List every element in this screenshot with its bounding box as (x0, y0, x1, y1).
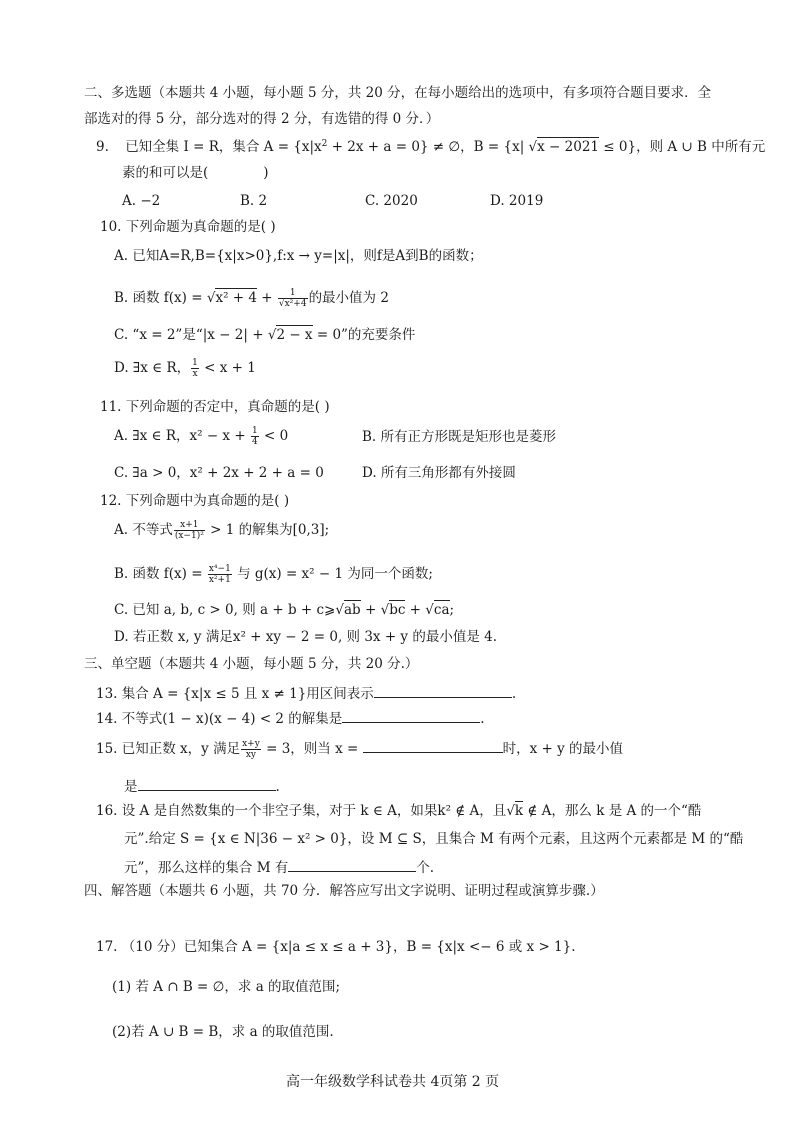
q10-option-c: C. “x = 2”是“|x − 2| + √2 − x = 0”的充要条件 (114, 327, 416, 343)
q10-d-fraction (191, 358, 199, 379)
section3-header: 三、单空题（本题共 4 小题，每小题 5 分，共 20 分.） (84, 656, 419, 672)
q9-stem-line2-text: 素的和可以是( (122, 165, 209, 181)
q12-c-text: C. 已知 a, b, c > 0, 则 a + b + c⩾ (114, 602, 336, 618)
q15-min-blank[interactable] (138, 776, 276, 791)
q11-a-text: A. ∃x ∈ R，x² − x + (114, 428, 250, 444)
section2-header-line1: 二、多选题（本题共 4 小题，每小题 5 分，共 20 分，在每小题给出的选项中，有多项符合题目要求．全 (84, 85, 712, 101)
q10-d-text: D. ∃x ∈ R， (114, 360, 191, 376)
q12-c-plus2: + (405, 602, 426, 618)
q16-line1-text: 16. 设 A 是自然数集的一个非空子集，对于 k ∈ A，如果k² ∉ A，且 (96, 803, 507, 819)
q10-b-frac-num: 1 (278, 288, 308, 299)
q12-b-frac-den: x²+1 (208, 575, 231, 585)
q12-b-text: B. 函数 f(x) = (114, 566, 207, 582)
q14-end: . (480, 711, 485, 727)
q14-text: 14. 不等式(1 − x)(x − 4) < 2 的解集是 (96, 711, 343, 727)
q16-line3 (124, 857, 434, 877)
q9-option-b: B. 2 (240, 193, 268, 209)
q9-stem-part-a: 已知全集 I = R，集合 A = {x|x (125, 139, 322, 155)
q9-stem-line2 (122, 164, 269, 182)
q14 (96, 708, 485, 728)
q12-c-sqrt-ab: ab (343, 602, 361, 618)
q10-b-fraction (278, 288, 308, 309)
q11-a-fraction (251, 426, 259, 447)
q15-text-c: 时，x + y 的最小值 (502, 741, 624, 757)
q12-b-tail: 与 g(x) = x² − 1 为同一个函数; (232, 566, 433, 582)
q11-a-frac-num: 1 (251, 426, 258, 436)
q13 (96, 683, 516, 703)
q12-c-sqrt-ca: ca (433, 602, 450, 618)
q12-b-fraction (208, 564, 232, 585)
q12-option-a (114, 520, 329, 541)
q14-answer-blank[interactable] (342, 708, 480, 723)
q12-a-fraction (174, 520, 205, 541)
q9-close-paren: ) (263, 165, 269, 181)
q12-a-frac-den: (x−1)² (174, 531, 204, 541)
q12-option-c: C. 已知 a, b, c > 0, 则 a + b + c⩾√ab + √bc + √ca; (114, 602, 455, 618)
q11-a-tail: < 0 (259, 428, 289, 444)
q15-end: . (275, 779, 280, 795)
q13-answer-blank[interactable] (374, 683, 512, 698)
q15-frac-den: xy (245, 750, 257, 760)
q13-text: 13. 集合 A = {x|x ≤ 5 且 x ≠ 1}用区间表示 (96, 686, 374, 702)
q16-line2: 元”.给定 S = {x ∈ N|36 − x² > 0}，设 M ⊆ S，且集合 M 有两个元素，且这两个元素都是 M 的“酷 (124, 831, 744, 847)
q10-b-plus: + (256, 290, 277, 306)
q9-option-d: D. 2019 (490, 193, 544, 209)
q16-sqrt-k: k (514, 803, 524, 819)
q12-c-plus1: + (360, 602, 381, 618)
q17-stem: 17. （10 分）已知集合 A = {x|a ≤ x ≤ a + 3}，B = {x|x <− 6 或 x > 1}. (96, 939, 576, 955)
q17-part2: (2)若 A ∪ B = B，求 a 的取值范围. (112, 1024, 334, 1040)
q9-sqrt: x − 2021 (537, 139, 600, 155)
q16-line3-tail: 个. (416, 860, 435, 876)
q10-d-frac-num: 1 (192, 358, 198, 368)
q10-b-text: B. 函数 f(x) = (114, 290, 207, 306)
q10-option-a: A. 已知A=R,B={x|x>0},f:x → y=|x|，则f是A到B的函数； (114, 248, 483, 264)
q10-c-sqrt: 2 − x (276, 327, 313, 343)
q15-fraction (241, 739, 261, 760)
q12-a-tail: > 1 的解集为[0,3]; (205, 522, 330, 538)
q12-c-end: ; (449, 602, 455, 618)
q16-line3-text: 元”，那么这样的集合 M 有 (124, 860, 289, 876)
q12-option-b (114, 564, 433, 585)
q11-option-b: B. 所有正方形既是矩形也是菱形 (362, 429, 557, 445)
q13-end: . (511, 686, 517, 702)
q16-line1-tail: ∉ A，那么 k 是 A 的一个“酷 (523, 803, 702, 819)
q10-c-text: C. “x = 2”是“|x − 2| + (114, 327, 268, 343)
q9-stem-line1: 9. 已知全集 I = R，集合 $A = \{x|x^2 + 2x + a = 0\}$ ≠ ∅，B = {x| √x − 2021 ≤ 0}，则 A ∪ B 中所有元 (96, 139, 766, 155)
q11-option-c: C. ∃a > 0，x² + 2x + 2 + a = 0 (114, 465, 324, 481)
q16-line1: 16. 设 A 是自然数集的一个非空子集，对于 k ∈ A，如果k² ∉ A，且√k ∉ A，那么 k 是 A 的一个“酷 (96, 803, 702, 819)
q10-b-frac-den: √x²+4 (278, 299, 307, 309)
q9-option-c: C. 2020 (365, 193, 418, 209)
q9-number: 9. (96, 139, 109, 155)
q15-text-a: 15. 已知正数 x，y 满足 (96, 741, 241, 757)
q12-c-sqrt-bc: bc (389, 602, 406, 618)
q12-option-d: D. 若正数 x, y 满足x² + xy − 2 = 0, 则 3x + y 的最小值是 4. (114, 629, 498, 645)
q10-d-tail: < x + 1 (199, 360, 256, 376)
page-footer: 高一年级数学科试卷共 4页第 2 页 (286, 1074, 500, 1090)
q15-line2 (124, 776, 280, 796)
q12-stem: 12. 下列命题中为真命题的是( ) (100, 493, 290, 509)
q9-option-a: A. −2 (122, 193, 161, 209)
q10-option-b: B. 函数 f(x) = √x² + 4 + $\frac{1}{\text{√x²+4}}$ 的最小值为 2 (114, 288, 389, 309)
q17-part1: (1) 若 A ∩ B = ∅，求 a 的取值范围; (112, 979, 341, 995)
q9-stem-part-c: ≤ 0}，则 A ∪ B 中所有元 (599, 139, 766, 155)
q15-text-b: = 3，则当 x = (261, 741, 363, 757)
q15-line2-text: 是 (124, 779, 138, 795)
q15-line1 (96, 738, 623, 760)
q9-stem-part-b: + 2x + a = 0} ≠ ∅，B = {x| (327, 139, 529, 155)
q10-stem: 10. 下列命题为真命题的是( ) (100, 219, 276, 235)
q15-x-blank[interactable] (363, 738, 503, 753)
q10-c-tail: = 0”的充要条件 (312, 327, 416, 343)
q11-a-frac-den: 4 (251, 437, 258, 447)
q12-a-frac-num: x+1 (174, 520, 205, 531)
q10-b-sqrt: x² + 4 (215, 290, 257, 306)
q10-option-d (114, 358, 256, 379)
q10-d-frac-den: x (192, 369, 198, 379)
q11-option-d: D. 所有三角形都有外接圆 (362, 465, 516, 481)
q12-a-text: A. 不等式 (114, 522, 173, 538)
q11-option-a (114, 426, 288, 447)
q11-stem: 11. 下列命题的否定中，真命题的是( ) (100, 399, 330, 415)
q10-b-tail: 的最小值为 2 (308, 290, 389, 306)
section2-header-line2: 部选对的得 5 分，部分选对的得 2 分，有选错的得 0 分．） (84, 111, 440, 127)
section4-header: 四、解答题（本题共 6 小题，共 70 分．解答应写出文字说明、证明过程或演算步骤.） (84, 883, 604, 899)
q16-answer-blank[interactable] (288, 857, 416, 872)
q15-frac-num: x+y (242, 739, 260, 749)
q12-b-frac-num: x⁴−1 (208, 564, 231, 574)
